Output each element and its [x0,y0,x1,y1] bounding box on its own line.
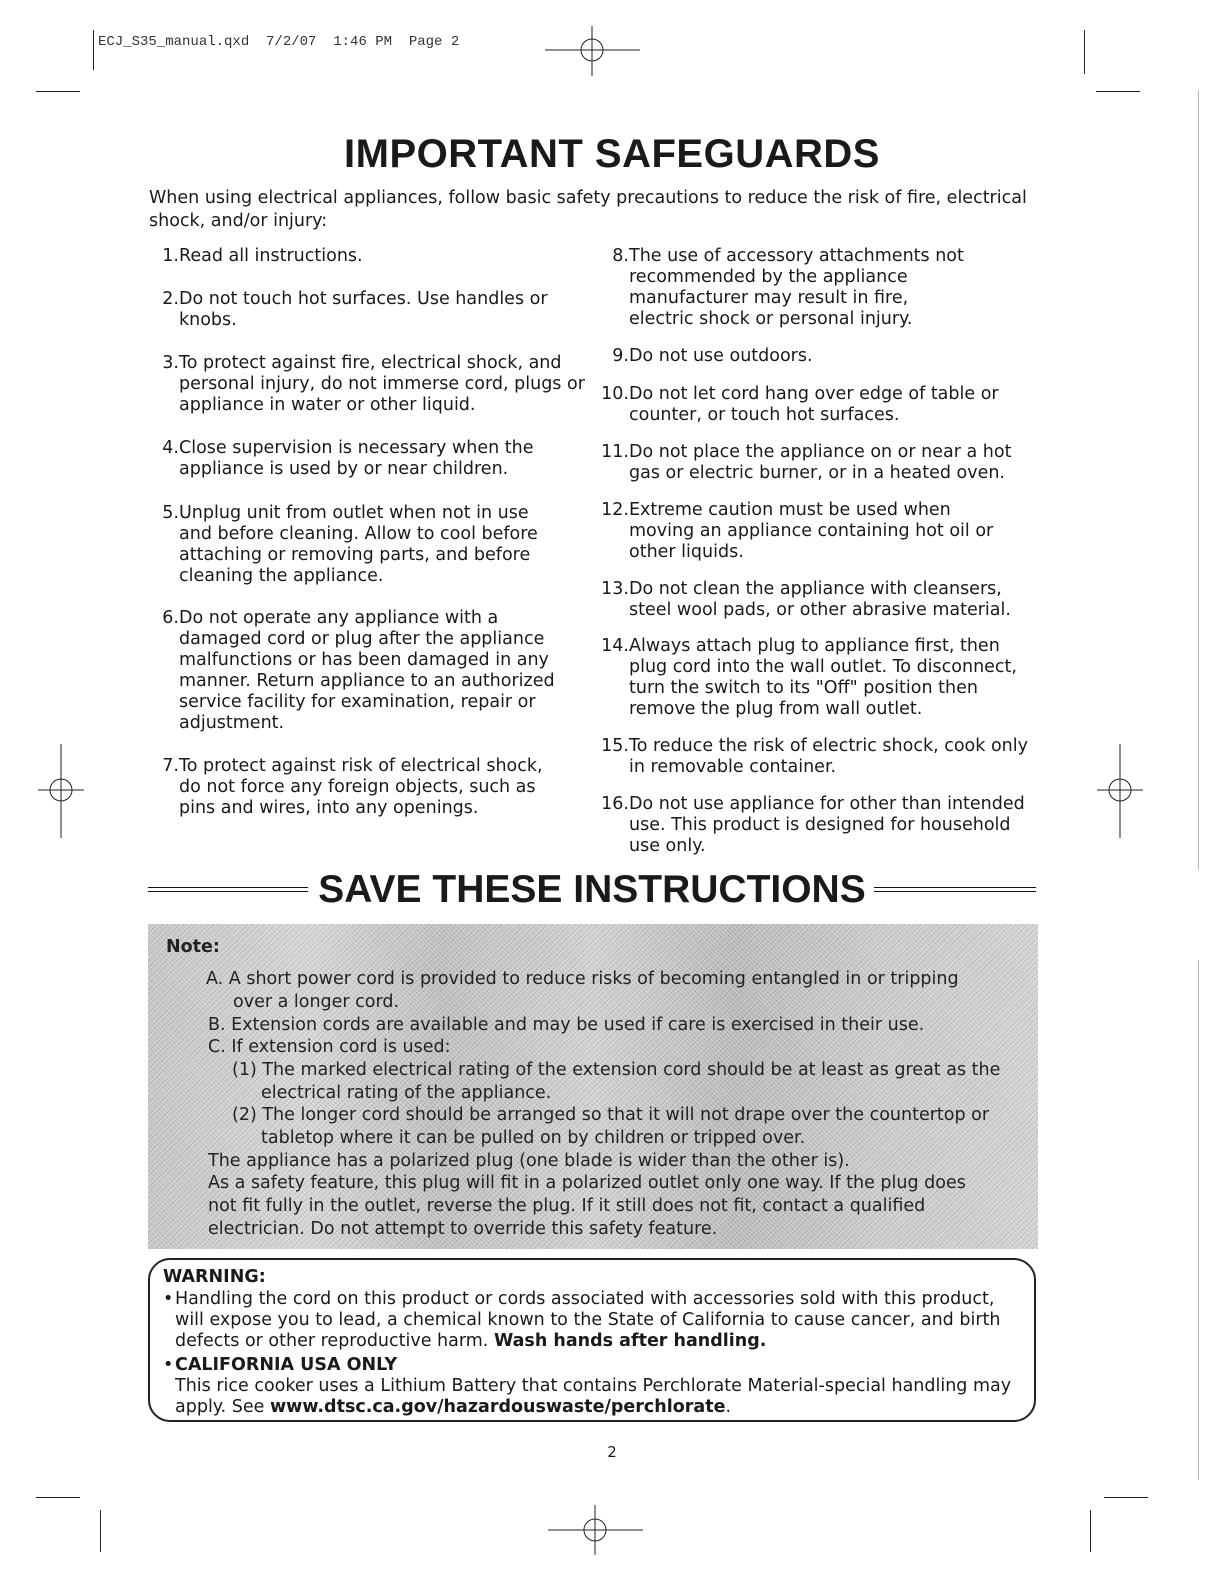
item-number: 13. [601,579,629,599]
note-line: electrical rating of the appliance. [261,1083,552,1103]
page-number: 2 [607,1443,617,1461]
list-item [150,756,560,819]
item-number: 12. [601,500,629,520]
item-text: To protect against risk of electrical shock, do not force any foreign objects, such as pins and wires, into any openings. [179,756,543,818]
crop-mark [1096,91,1140,92]
bullet-icon: • [163,1355,174,1375]
note-line: C. If extension cord is used: [208,1037,451,1057]
list-item [598,579,1018,621]
item-text: Do not let cord hang over edge of table or counter, or touch hot surfaces. [629,384,999,425]
intro-text: When using electrical appliances, follow basic safety precautions to reduce the risk of fire, electrical shock, and/or injury: [149,188,1027,231]
item-number: 8. [612,246,629,266]
list-item [150,608,570,734]
note-box [148,924,1038,1249]
crop-mark [1198,90,1199,870]
item-number: 5. [162,503,179,523]
crop-mark [1104,1497,1148,1498]
warning-title: WARNING: [163,1267,266,1287]
registration-mark-icon [38,744,84,838]
crop-mark [1084,30,1085,74]
note-line: B. Extension cords are available and may be used if care is exercised in their use. [208,1015,925,1035]
note-line: A. A short power cord is provided to reduce risks of becoming entangled in or tripping [206,969,959,989]
item-text: Do not use appliance for other than intended use. This product is designed for household use only. [629,794,1025,856]
list-item [150,353,606,416]
item-text: Do not clean the appliance with cleansers, steel wool pads, or other abrasive material. [629,579,1011,620]
note-label: Note: [166,937,220,957]
sentence-end: . [725,1397,732,1417]
item-text: Close supervision is necessary when the appliance is used by or near children. [179,438,534,479]
note-line: (2) The longer cord should be arranged so that it will not drape over the countertop or [232,1105,990,1125]
item-text: The use of accessory attachments not recommended by the appliance manufacturer may result in fire, electric shock or personal injury. [629,246,964,329]
registration-mark-icon [545,26,640,78]
note-line: As a safety feature, this plug will fit in a polarized outlet only one way. If the plug does [208,1173,966,1193]
perchlorate-text: This rice cooker uses a Lithium Battery that contains Perchlorate Material-special handling may apply. See [175,1376,1012,1417]
list-item [150,246,590,267]
item-number: 10. [601,384,629,404]
list-item [598,246,968,330]
item-text: Do not touch hot surfaces. Use handles or knobs. [179,289,548,330]
crop-mark [1090,1510,1091,1552]
item-number: 14. [601,636,629,656]
item-text: Always attach plug to appliance first, then plug cord into the wall outlet. To disconnect, turn the switch to its "Off" position then remove the plug from wall outlet. [629,636,1017,719]
item-text: Do not operate any appliance with a damaged cord or plug after the appliance malfunctions or has been damaged in any manner. Return appliance to an authorized service facility for examination, repair or adjustment. [179,608,555,733]
save-instructions-title: SAVE THESE INSTRUCTIONS [318,868,866,911]
item-number: 4. [162,438,179,458]
item-text: Read all instructions. [179,246,363,266]
california-paragraph [163,1355,1025,1418]
item-number: 1. [162,246,179,266]
list-item [598,794,1043,857]
item-text: Do not place the appliance on or near a hot gas or electric burner, or in a heated oven. [629,442,1012,483]
item-number: 9. [612,346,629,366]
item-number: 16. [601,794,629,814]
crop-mark [93,30,94,70]
note-line: (1) The marked electrical rating of the extension cord should be at least as great as the [232,1060,1001,1080]
page-title: IMPORTANT SAFEGUARDS [344,132,880,176]
wash-hands-text: Wash hands after handling. [493,1331,767,1351]
print-slug: ECJ_S35_manual.qxd 7/2/07 1:46 PM Page 2 [98,34,460,50]
crop-mark [1198,960,1199,1480]
list-item [598,384,1013,426]
list-item [598,636,1033,720]
warning-box [148,1258,1036,1422]
note-line: tabletop where it can be pulled on by children or tripped over. [261,1128,806,1148]
item-number: 7. [162,756,179,776]
list-item [150,438,590,480]
divider [874,887,1036,892]
warning-lead-text: Handling the cord on this product or cords associated with accessories sold with this product, will expose you to lead, a chemical known to the State of California to cause cancer, and birth defects or other reproductive harm. [175,1289,1001,1351]
note-line: over a longer cord. [233,992,400,1012]
item-text: Do not use outdoors. [629,346,813,366]
list-item [598,442,1018,484]
list-item [598,736,1048,778]
note-line: electrician. Do not attempt to override this safety feature. [208,1219,718,1239]
item-text: To reduce the risk of electric shock, cook only in removable container. [629,736,1028,777]
registration-mark-icon [1097,744,1143,838]
list-item [598,500,1010,563]
california-title: CALIFORNIA USA ONLY [175,1355,398,1375]
registration-mark-icon [548,1505,643,1555]
item-number: 6. [162,608,179,628]
list-item [150,503,550,587]
bullet-icon: • [163,1289,174,1309]
crop-mark [36,1497,80,1498]
item-number: 2. [162,289,179,309]
list-item [598,346,1048,367]
item-text: Extreme caution must be used when moving an appliance containing hot oil or other liquids. [629,500,994,562]
note-line: The appliance has a polarized plug (one blade is wider than the other is). [208,1151,850,1171]
crop-mark [100,1510,101,1552]
item-number: 11. [601,442,629,462]
dtsc-link[interactable]: www.dtsc.ca.gov/hazardouswaste/perchlorate [270,1397,726,1417]
note-line: not fit fully in the outlet, reverse the plug. If it still does not fit, contact a qualified [208,1196,926,1216]
item-text: To protect against fire, electrical shock, and personal injury, do not immerse cord, plugs or appliance in water or other liquid. [179,353,585,415]
item-text: Unplug unit from outlet when not in use and before cleaning. Allow to cool before attaching or removing parts, and before cleaning the appliance. [179,503,538,586]
warning-lead-paragraph [163,1289,1025,1352]
item-number: 3. [162,353,179,373]
item-number: 15. [601,736,629,756]
save-instructions-banner [148,868,1036,912]
crop-mark [36,91,80,92]
list-item [150,289,590,331]
